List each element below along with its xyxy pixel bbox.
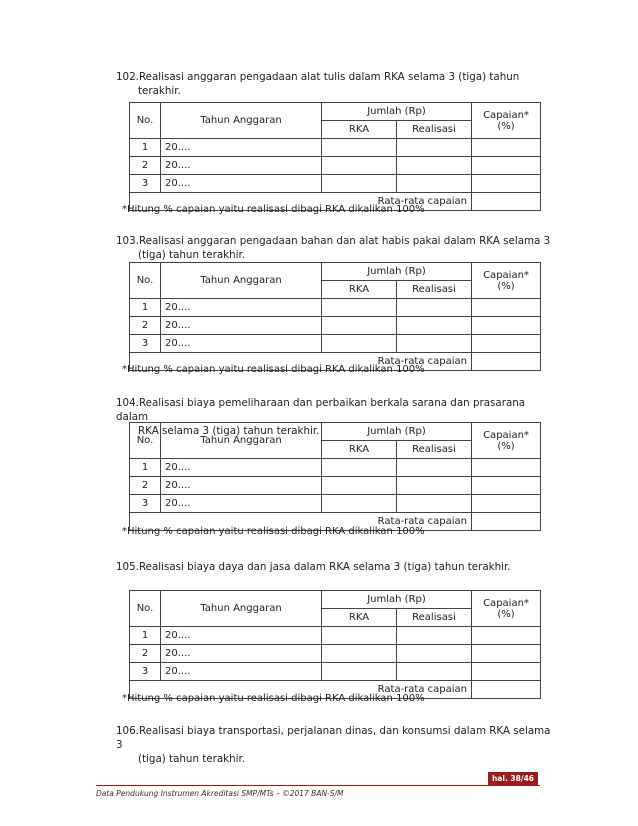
col-no: No. (130, 103, 161, 139)
budget-table-104: No. Tahun Anggaran Jumlah (Rp) Capaian* (%) RKA Realisasi 1 20.... 2 20.... 3 20.... Rata-rata capaian (129, 422, 541, 531)
avg-row: Rata-rata capaian (130, 681, 541, 699)
budget-table-105: No. Tahun Anggaran Jumlah (Rp) Capaian* (%) RKA Realisasi 1 20.... 2 20.... 3 20.... Rata-rata capaian (129, 590, 541, 699)
question-text: Realisasi anggaran pengadaan alat tulis dalam RKA selama 3 (tiga) tahun (138, 71, 520, 83)
table-row: 1 20.... (130, 627, 541, 645)
col-realisasi: Realisasi (397, 121, 472, 139)
question-106: 106.Realisasi biaya transportasi, perjalanan dinas, dan konsumsi dalam RKA selama 3 (tiga) tahun terakhir. (116, 725, 551, 765)
footnote: *Hitung % capaian yaitu realisasi dibagi RKA dikalikan 100% (122, 526, 425, 537)
table-row: 2 20.... (130, 477, 541, 495)
budget-table-102 (129, 102, 541, 211)
question-102 (116, 70, 556, 98)
table-row: 3 20.... (130, 335, 541, 353)
question-text-cont: terakhir. (138, 85, 181, 97)
footer-divider (96, 785, 540, 786)
avg-row: Rata-rata capaian (130, 193, 541, 211)
table-row: 2 20.... (130, 157, 541, 175)
budget-table-103: No. Tahun Anggaran Jumlah (Rp) Capaian* (%) RKA Realisasi 1 20.... 2 20.... 3 20.... Rata-rata capaian (129, 262, 541, 371)
question-105: 105.Realisasi biaya daya dan jasa dalam RKA selama 3 (tiga) tahun terakhir. (116, 561, 511, 573)
table-row: 2 20.... (130, 645, 541, 663)
question-number: 102. (116, 71, 139, 83)
question-104: 104.Realisasi biaya pemeliharaan dan perbaikan berkala sarana dan prasarana dalam RKA selama 3 (tiga) tahun terakhir. (116, 397, 526, 437)
col-jumlah: Jumlah (Rp) (322, 103, 472, 121)
footnote: *Hitung % capaian yaitu realisasi dibagi RKA dikalikan 100% (122, 364, 425, 375)
avg-row: Rata-rata capaian (130, 353, 541, 371)
col-capaian: Capaian* (%) (472, 103, 541, 139)
table-row: 2 20.... (130, 317, 541, 335)
avg-row: Rata-rata capaian (130, 513, 541, 531)
col-rka: RKA (322, 121, 397, 139)
table-row: 1 20.... (130, 139, 541, 157)
footnote: *Hitung % capaian yaitu realisasi dibagi RKA dikalikan 100% (122, 204, 425, 215)
table-row: 3 20.... (130, 495, 541, 513)
page-number-badge: hal. 38/46 (488, 772, 538, 785)
col-tahun: Tahun Anggaran (161, 103, 322, 139)
footer-text: Data Pendukung Instrumen Akreditasi SMP/MTs – ©2017 BAN-S/M (96, 789, 344, 798)
table-row: 3 20.... (130, 663, 541, 681)
table-row: 1 20.... (130, 459, 541, 477)
question-103: 103.Realisasi anggaran pengadaan bahan dan alat habis pakai dalam RKA selama 3 (tiga) tahun terakhir. (116, 235, 551, 261)
footnote: *Hitung % capaian yaitu realisasi dibagi RKA dikalikan 100% (122, 693, 425, 704)
table-row: 3 20.... (130, 175, 541, 193)
table-row: 1 20.... (130, 299, 541, 317)
